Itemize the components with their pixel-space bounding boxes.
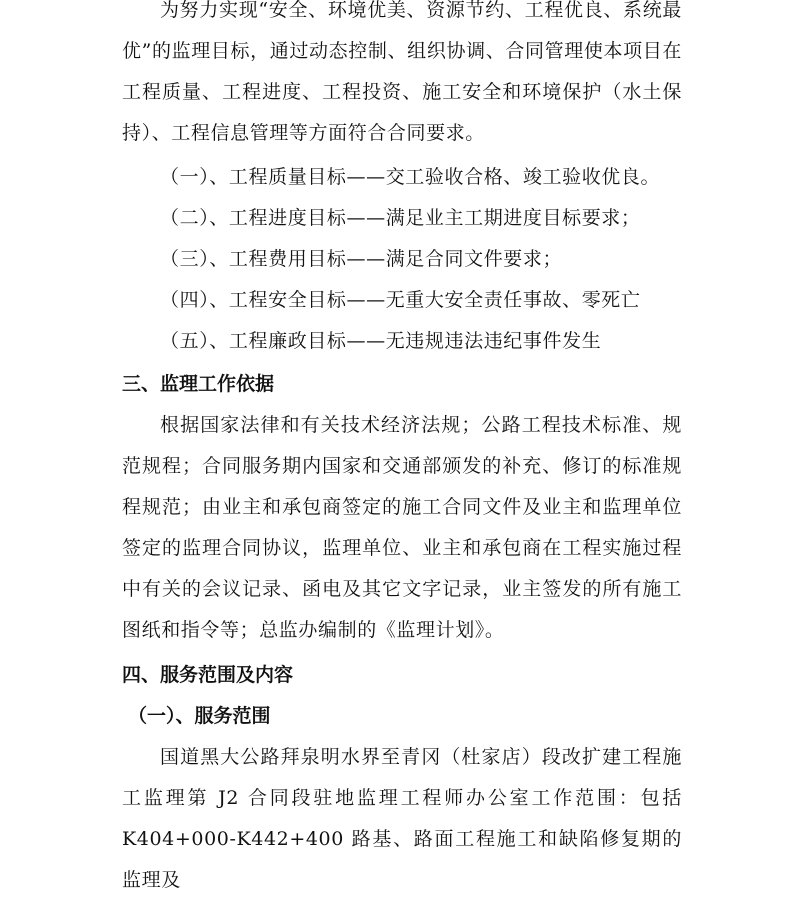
goal-integrity: （五）、工程廉政目标——无违规违法违纪事件发生 (160, 330, 602, 352)
basis-paragraph: 根据国家法律和有关技术经济法规；公路工程技术标准、规范规程；合同服务期内国家和交通部颁发的补充、修订的标准规程规范；由业主和承包商签定的施工合同文件及业主和监理单位签定的监理合同协议，监理单位、业主和承包商在工程实施过程中有关的会议记录、函电及其它文字记录，业主签发的所有施工图纸和指令等；总监办编制的《监理计划》。 (122, 414, 682, 641)
scope-paragraph: 国道黑大公路拜泉明水界至青冈（杜家店）段改扩建工程施工监理第 J2 合同段驻地监理工程师办公室工作范围：包括 K404+000-K442+400 路基、路面工程施工和缺陷修复期的监理及 (122, 746, 682, 891)
goal-quality: （一）、工程质量目标——交工验收合格、竣工验收优良。 (160, 166, 661, 188)
goal-schedule: （二）、工程进度目标——满足业主工期进度目标要求； (160, 207, 641, 229)
section-heading-scope: 四、服务范围及内容 (122, 664, 294, 686)
subsection-heading-service-scope: （一）、服务范围 (128, 705, 271, 727)
goal-safety: （四）、工程安全目标——无重大安全责任事故、零死亡 (160, 289, 641, 311)
intro-paragraph: 为努力实现“安全、环境优美、资源节约、工程优良、系统最优”的监理目标，通过动态控制、组织协调、合同管理使本项目在工程质量、工程进度、工程投资、施工安全和环境保护（水土保持）、工程信息管理等方面符合合同要求。 (122, 0, 682, 144)
goal-cost: （三）、工程费用目标——满足合同文件要求； (160, 248, 563, 270)
section-heading-basis: 三、监理工作依据 (122, 373, 275, 395)
